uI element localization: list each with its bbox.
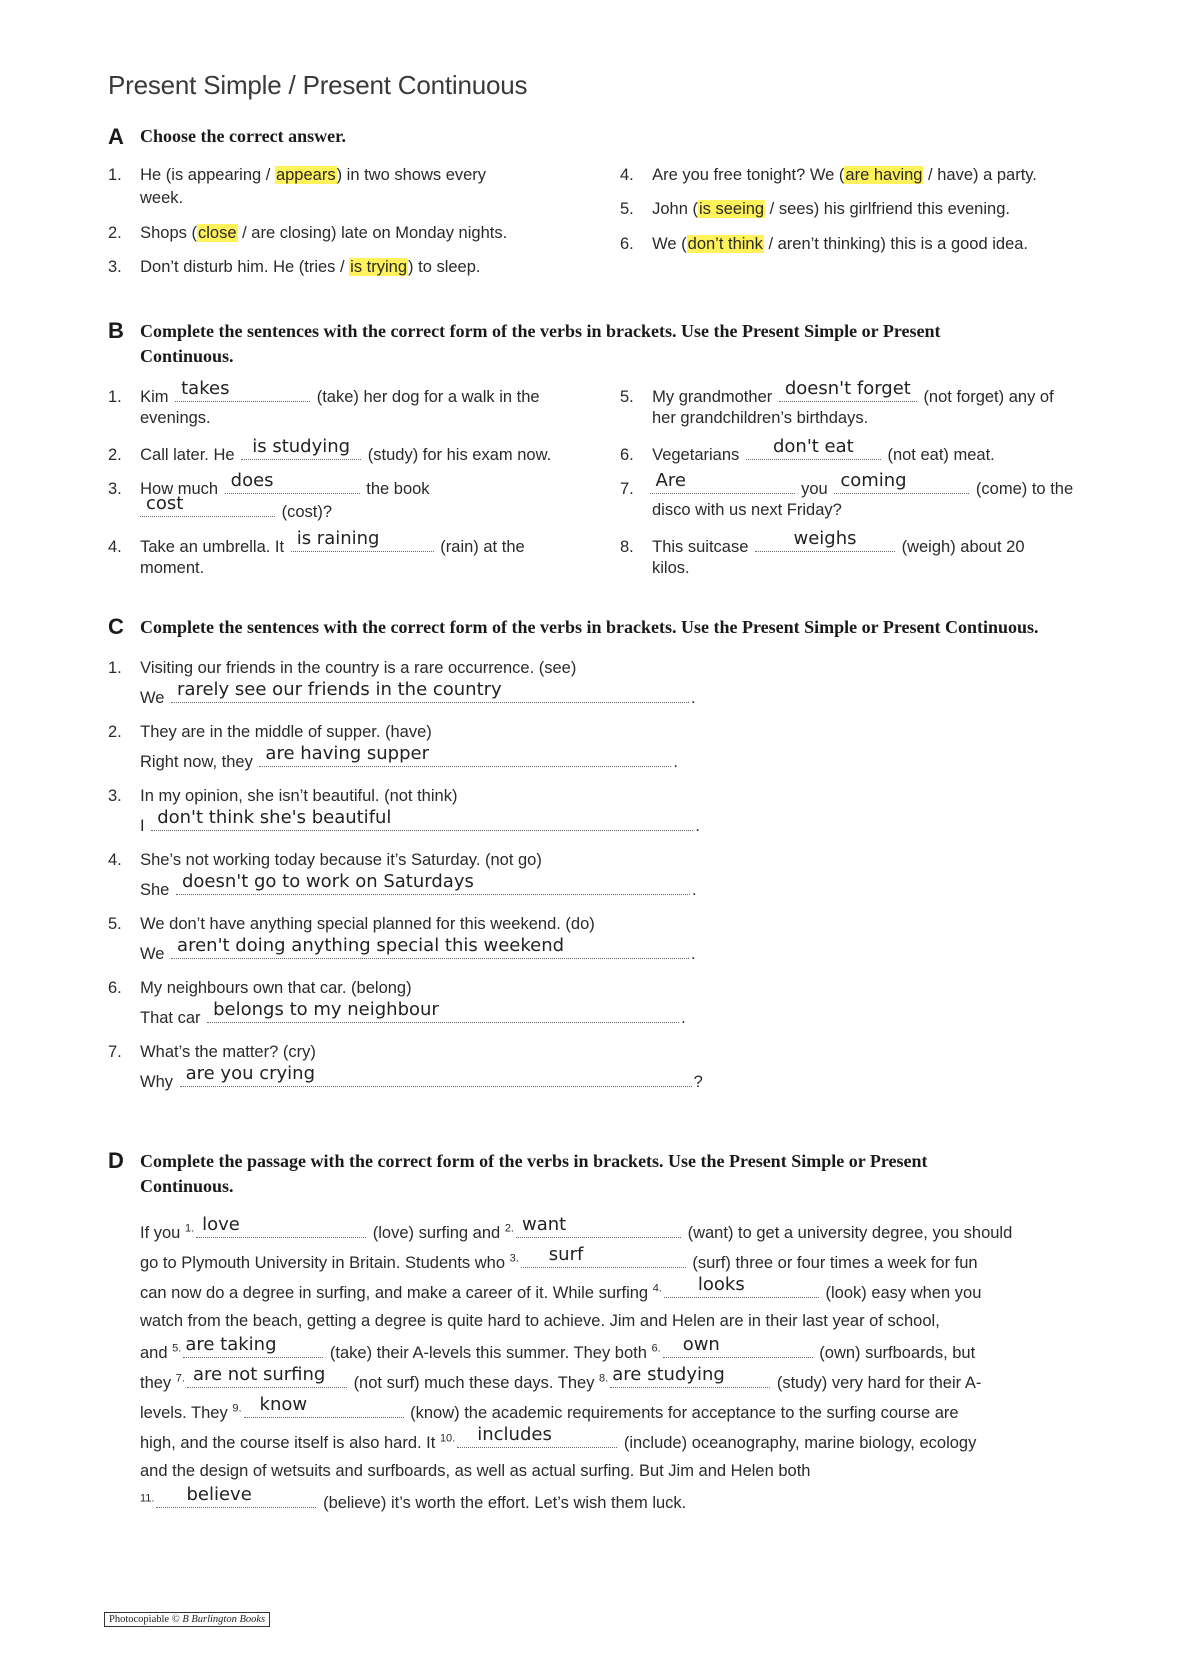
handwritten-answer: are having supper	[265, 743, 430, 764]
answer-blank[interactable]	[663, 1334, 813, 1358]
answer-blank[interactable]	[244, 1394, 404, 1418]
sentence-start: She	[140, 881, 170, 899]
b-item-8-line2: kilos.	[652, 559, 690, 577]
b-item-4-line2: moment.	[140, 559, 205, 577]
item-number: 6.	[108, 979, 122, 997]
item-text: / have) a party.	[923, 166, 1037, 184]
handwritten-answer: are taking	[185, 1334, 277, 1355]
item-text: Call later. He	[140, 446, 235, 464]
answer-blank[interactable]	[140, 493, 275, 517]
a-item-2	[108, 221, 507, 245]
c-item-prompt	[108, 976, 412, 1000]
item-number: 4.	[108, 538, 122, 556]
answer-blank[interactable]	[746, 436, 881, 460]
answer-blank[interactable]	[259, 743, 671, 767]
highlighted-answer: appears	[275, 166, 336, 184]
item-text: John (	[652, 200, 698, 218]
item-text: you	[801, 480, 828, 498]
item-text: (weigh) about 20	[901, 538, 1025, 556]
item-text: He (is appearing /	[140, 166, 275, 184]
highlighted-answer: don’t think	[687, 235, 763, 253]
section-d-instruction-line2: Continuous.	[140, 1176, 234, 1196]
item-text: (come) to the	[975, 480, 1074, 498]
answer-blank[interactable]	[610, 1364, 770, 1388]
c-item-answer-line	[140, 807, 700, 838]
sentence-end: ?	[693, 1073, 703, 1091]
item-text: (not eat) meat.	[887, 446, 995, 464]
section-b-letter: B	[108, 318, 124, 343]
item-text: the book	[366, 480, 430, 498]
answer-blank[interactable]	[225, 470, 360, 494]
a-item-1-line2: week.	[140, 189, 184, 207]
a-item-1	[108, 163, 486, 187]
passage-text: high, and the course itself is also hard. It	[140, 1434, 436, 1452]
handwritten-answer: does	[230, 470, 274, 491]
item-text: They are in the middle of supper. (have)	[140, 723, 432, 741]
handwritten-answer: is studying	[252, 436, 351, 457]
item-number: 3.	[108, 258, 122, 276]
passage-line-10	[140, 1484, 687, 1515]
sentence-end: .	[691, 945, 696, 963]
handwritten-answer: doesn't go to work on Saturdays	[181, 871, 474, 892]
item-number: 8.	[620, 538, 634, 556]
handwritten-answer: weighs	[793, 528, 857, 549]
b-item-2	[108, 436, 552, 467]
highlighted-answer: is seeing	[698, 200, 765, 218]
c-item-prompt	[108, 1040, 316, 1064]
blank-number: 8.	[599, 1372, 609, 1385]
item-text: (rain) at the	[440, 538, 525, 556]
answer-blank[interactable]	[291, 528, 434, 552]
b-item-6	[620, 436, 995, 467]
item-text: In my opinion, she isn’t beautiful. (not think)	[140, 787, 458, 805]
answer-blank[interactable]	[196, 1214, 366, 1238]
answer-blank[interactable]	[175, 378, 310, 402]
b-item-1-line2: evenings.	[140, 409, 211, 427]
c-item-answer-line	[140, 871, 697, 902]
b-item-7-line2: disco with us next Friday?	[652, 501, 842, 519]
handwritten-answer: is raining	[296, 528, 380, 549]
footer-brand: B Burlington Books	[182, 1614, 266, 1625]
page-title: Present Simple / Present Continuous	[108, 70, 528, 100]
section-a-letter: A	[108, 124, 124, 149]
passage-text: (believe) it’s worth the effort. Let’s wish them luck.	[323, 1494, 687, 1512]
item-number: 4.	[620, 166, 634, 184]
blank-number: 7.	[175, 1372, 185, 1385]
answer-blank[interactable]	[183, 1334, 323, 1358]
passage-text: (want) to get a university degree, you should	[687, 1224, 1013, 1242]
answer-blank[interactable]	[664, 1274, 819, 1298]
sentence-end: .	[681, 1009, 686, 1027]
item-text: We don’t have anything special planned for this weekend. (do)	[140, 915, 595, 933]
answer-blank[interactable]	[516, 1214, 681, 1238]
item-text: My neighbours own that car. (belong)	[140, 979, 412, 997]
b-item-3-line2	[140, 493, 333, 524]
section-b-instruction-line1: Complete the sentences with the correct form of the verbs in brackets. Use the Present Simple or Present	[140, 321, 941, 341]
handwritten-answer: are studying	[612, 1364, 725, 1385]
handwritten-answer: rarely see our friends in the country	[177, 679, 502, 700]
c-item-prompt	[108, 656, 576, 680]
passage-text: and	[140, 1344, 168, 1362]
item-text: (cost)?	[281, 503, 333, 521]
item-text: Vegetarians	[652, 446, 740, 464]
item-number: 1.	[108, 388, 122, 406]
blank-number: 5.	[172, 1342, 182, 1355]
passage-text: they	[140, 1374, 172, 1392]
c-item-answer-line	[140, 743, 679, 774]
item-text: / aren’t thinking) this is a good idea.	[763, 235, 1029, 253]
b-item-5-line2: her grandchildren’s birthdays.	[652, 409, 869, 427]
passage-text: (own) surfboards, but	[819, 1344, 976, 1362]
item-number: 1.	[108, 166, 122, 184]
footer-text: Photocopiable ©	[109, 1614, 183, 1625]
item-text: Kim	[140, 388, 169, 406]
item-number: 7.	[108, 1043, 122, 1061]
item-text: / are closing) late on Monday nights.	[237, 224, 508, 242]
answer-blank[interactable]	[650, 470, 795, 494]
sentence-end: .	[691, 881, 697, 899]
blank-number: 11.	[140, 1492, 155, 1505]
item-text: (not forget) any of	[923, 388, 1054, 406]
handwritten-answer: coming	[840, 470, 907, 491]
blank-number: 2.	[504, 1222, 514, 1235]
item-text: ) in two shows every	[336, 166, 487, 184]
handwritten-answer: cost	[146, 493, 184, 514]
item-number: 2.	[108, 723, 122, 741]
c-item-prompt	[108, 848, 542, 872]
blank-number: 9.	[232, 1402, 242, 1415]
answer-blank[interactable]	[187, 1364, 347, 1388]
item-number: 6.	[620, 446, 634, 464]
handwritten-answer: takes	[181, 378, 230, 399]
item-number: 6.	[620, 235, 634, 253]
item-number: 1.	[108, 659, 122, 677]
handwritten-answer: are you crying	[185, 1063, 316, 1084]
section-d-letter: D	[108, 1148, 124, 1173]
item-number: 4.	[108, 851, 122, 869]
item-number: 5.	[620, 388, 634, 406]
answer-blank[interactable]	[241, 436, 361, 460]
passage-text: (love) surfing and	[372, 1224, 501, 1242]
answer-blank[interactable]	[180, 1063, 692, 1087]
passage-line-2	[140, 1244, 978, 1275]
handwritten-answer: doesn't forget	[784, 378, 911, 399]
highlighted-answer: are having	[845, 166, 923, 184]
answer-blank[interactable]	[207, 999, 679, 1023]
handwritten-answer: don't eat	[772, 436, 854, 457]
item-text: / sees) his girlfriend this evening.	[765, 200, 1010, 218]
sentence-start: Why	[140, 1073, 173, 1091]
sentence-start: I	[140, 817, 145, 835]
sentence-start: We	[140, 689, 165, 707]
passage-text: (not surf) much these days. They	[353, 1374, 595, 1392]
handwritten-answer: surf	[548, 1244, 584, 1265]
blank-number: 10.	[439, 1432, 456, 1445]
item-text: My grandmother	[652, 388, 773, 406]
section-c-letter: C	[108, 614, 124, 639]
passage-line-6	[140, 1364, 982, 1395]
passage-text: levels. They	[140, 1404, 228, 1422]
item-text: She’s not working today because it’s Saturday. (not go)	[140, 851, 542, 869]
answer-blank[interactable]	[521, 1244, 686, 1268]
section-a-instruction: Choose the correct answer.	[140, 126, 346, 146]
item-text: How much	[140, 480, 219, 498]
item-number: 3.	[108, 480, 122, 498]
item-text: ) to sleep.	[408, 258, 481, 276]
item-text: We (	[652, 235, 687, 253]
passage-line-1	[140, 1214, 1013, 1245]
passage-text: (include) oceanography, marine biology, ecology	[623, 1434, 977, 1452]
c-item-prompt	[108, 912, 595, 936]
section-d-instruction-line1: Complete the passage with the correct form of the verbs in brackets. Use the Present Simple or Present	[140, 1151, 928, 1171]
item-text: (study) for his exam now.	[367, 446, 552, 464]
item-number: 2.	[108, 224, 122, 242]
item-number: 3.	[108, 787, 122, 805]
copyright-footer	[104, 1612, 270, 1627]
item-number: 2.	[108, 446, 122, 464]
sentence-start: We	[140, 945, 165, 963]
passage-text: (study) very hard for their A-	[776, 1374, 982, 1392]
item-text: Shops (	[140, 224, 197, 242]
c-item-answer-line	[140, 679, 696, 710]
item-text: Don’t disturb him. He (tries /	[140, 258, 350, 276]
item-text: (take) her dog for a walk in the	[316, 388, 540, 406]
answer-blank[interactable]	[457, 1424, 617, 1448]
blank-number: 6.	[651, 1342, 661, 1355]
passage-text: go to Plymouth University in Britain. Students who	[140, 1254, 506, 1272]
handwritten-answer: don't think she's beautiful	[157, 807, 392, 828]
c-item-prompt	[108, 784, 457, 808]
passage-text: (take) their A-levels this summer. They both	[329, 1344, 647, 1362]
sentence-end: .	[691, 689, 696, 707]
a-item-6	[620, 232, 1028, 256]
passage-line-3	[140, 1274, 982, 1305]
highlighted-answer: close	[197, 224, 237, 242]
c-item-answer-line	[140, 1063, 703, 1094]
passage-line-9: and the design of wetsuits and surfboards, as well as actual surfing. But Jim and Helen both	[140, 1462, 811, 1480]
item-text: This suitcase	[652, 538, 749, 556]
passage-text: (know) the academic requirements for acceptance to the surfing course are	[410, 1404, 959, 1422]
a-item-3	[108, 255, 481, 279]
item-text: What’s the matter? (cry)	[140, 1043, 316, 1061]
passage-line-4: watch from the beach, getting a degree is quite hard to achieve. Jim and Helen are in their last year of school,	[140, 1312, 940, 1330]
passage-text: (surf) three or four times a week for fun	[692, 1254, 978, 1272]
answer-blank[interactable]	[755, 528, 895, 552]
highlighted-answer: is trying	[350, 258, 408, 276]
item-text: Take an umbrella. It	[140, 538, 285, 556]
handwritten-answer: belongs to my neighbour	[213, 999, 439, 1020]
handwritten-answer: Are	[655, 470, 686, 491]
handwritten-answer: believe	[186, 1484, 252, 1505]
answer-blank[interactable]	[151, 807, 693, 831]
blank-number: 1.	[184, 1222, 195, 1235]
handwritten-answer: are not surfing	[192, 1364, 326, 1385]
answer-blank[interactable]	[176, 871, 690, 895]
handwritten-answer: know	[259, 1394, 308, 1415]
item-number: 5.	[108, 915, 122, 933]
passage-text: (look) easy when you	[825, 1284, 982, 1302]
answer-blank[interactable]	[834, 470, 969, 494]
passage-text: can now do a degree in surfing, and make a career of it. While surfing	[140, 1284, 649, 1302]
passage-line-5	[140, 1334, 976, 1365]
item-text: Are you free tonight? We (	[652, 166, 845, 184]
passage-text: If you	[140, 1224, 181, 1242]
sentence-start: Right now, they	[140, 753, 253, 771]
sentence-end: .	[673, 753, 679, 771]
answer-blank[interactable]	[171, 679, 689, 703]
sentence-start: That car	[140, 1009, 201, 1027]
handwritten-answer: love	[202, 1214, 240, 1235]
sentence-end: .	[695, 817, 700, 835]
handwritten-answer: includes	[477, 1424, 552, 1445]
section-c-instruction: Complete the sentences with the correct form of the verbs in brackets. Use the Present Simple or Present Continuous.	[140, 617, 1039, 637]
item-number: 5.	[620, 200, 634, 218]
c-item-answer-line	[140, 935, 696, 966]
passage-line-7	[140, 1394, 959, 1425]
a-item-5	[620, 197, 1010, 221]
answer-blank[interactable]	[171, 935, 689, 959]
blank-number: 4.	[652, 1282, 662, 1295]
blank-number: 3.	[509, 1252, 519, 1265]
a-item-4	[620, 163, 1037, 187]
item-number: 7.	[620, 480, 634, 498]
handwritten-answer: own	[682, 1334, 720, 1355]
answer-blank[interactable]	[779, 378, 917, 402]
section-b-instruction-line2: Continuous.	[140, 346, 234, 366]
c-item-prompt	[108, 720, 432, 744]
handwritten-answer: looks	[697, 1274, 745, 1295]
handwritten-answer: aren't doing anything special this weekend	[177, 935, 565, 956]
c-item-answer-line	[140, 999, 686, 1030]
passage-line-8	[140, 1424, 977, 1455]
answer-blank[interactable]	[156, 1484, 316, 1508]
handwritten-answer: want	[522, 1214, 567, 1235]
item-text: Visiting our friends in the country is a rare occurrence. (see)	[140, 659, 577, 677]
